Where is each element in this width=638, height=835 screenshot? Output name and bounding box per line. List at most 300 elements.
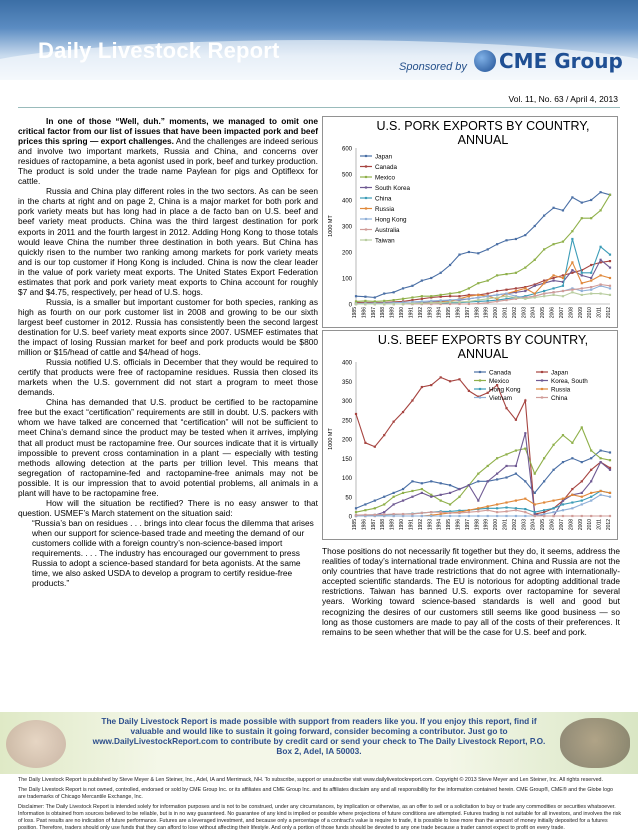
x-tick-label: 2007 — [558, 519, 565, 531]
data-point — [440, 302, 442, 304]
legend-marker — [541, 379, 543, 381]
data-point — [590, 449, 592, 451]
x-tick-label: 1995 — [446, 307, 453, 319]
data-point — [496, 294, 498, 296]
data-point — [599, 259, 601, 261]
data-point — [543, 293, 545, 295]
data-point — [590, 480, 592, 482]
data-point — [468, 484, 470, 486]
x-tick-label: 1994 — [436, 519, 443, 531]
data-point — [581, 287, 583, 289]
data-point — [562, 434, 564, 436]
article-paragraph-4: Russia notified U.S. officials in December that they would be required to certify that products were free of ractopamine residues. Russia then closed its markets when the U.S. government did not start a program to meet those demands. — [18, 357, 318, 398]
data-point — [599, 490, 601, 492]
article-paragraph-5: China has demanded that U.S. product be certified to be ractopamine free but the exact “certification” requirements are still in doubt. U.S. packers with whom we have talked are concerned that “certification” will not be sufficient to meet China’s demand since the product may be tested when it arrives, implying that all product must be ractopamine free. Our sources indicate that it is virtually impossible to prevent cross contamination in a plant — especially with testing methods allowing detection at the parts per trillion level. This means that segregation of ractopamine-fed and ractopamine-free animals may not be possible. It is our impression that to avoid potential problems, all animals in a plant will have to be ractopamine free. — [18, 397, 318, 498]
x-tick-label: 2003 — [521, 307, 528, 319]
data-point — [562, 509, 564, 511]
data-point — [590, 515, 592, 517]
data-point — [515, 473, 517, 475]
x-tick-label: 1985 — [352, 307, 358, 319]
data-point — [374, 500, 376, 502]
x-tick-label: 1995 — [446, 519, 453, 531]
legend-label: Mexico — [489, 377, 509, 385]
y-tick-label: 0 — [348, 514, 352, 521]
x-tick-label: 2006 — [549, 307, 556, 319]
data-point — [590, 199, 592, 201]
data-point — [364, 442, 366, 444]
data-point — [515, 287, 517, 289]
data-point — [571, 261, 573, 263]
y-tick-label: 200 — [341, 437, 352, 444]
data-point — [496, 296, 498, 298]
data-point — [515, 515, 517, 517]
data-point — [477, 515, 479, 517]
cme-group-logo[interactable] — [474, 49, 638, 73]
data-point — [374, 507, 376, 509]
data-point — [440, 482, 442, 484]
pork-exports-chart-svg — [322, 116, 618, 328]
data-point — [609, 469, 611, 471]
sponsored-by-label: Sponsored by — [399, 61, 467, 73]
data-point — [496, 290, 498, 292]
x-tick-label: 1991 — [408, 307, 415, 319]
data-point — [496, 503, 498, 505]
data-point — [609, 194, 611, 196]
x-tick-label: 1998 — [474, 519, 481, 531]
data-point — [374, 514, 376, 516]
data-point — [449, 293, 451, 295]
data-point — [524, 508, 526, 510]
data-point — [402, 287, 404, 289]
data-point — [440, 376, 442, 378]
data-point — [524, 290, 526, 292]
x-tick-label: 2002 — [511, 307, 518, 319]
data-point — [571, 269, 573, 271]
data-point — [477, 294, 479, 296]
data-point — [515, 449, 517, 451]
data-point — [571, 238, 573, 240]
x-tick-label: 2002 — [511, 519, 518, 531]
x-tick-label: 1988 — [380, 307, 387, 319]
x-tick-label: 1993 — [427, 307, 434, 319]
y-tick-label: 150 — [341, 456, 352, 463]
lead-sentence: In one of those “Well, duh.” moments, we managed to omit one critical factor from our list of issues that have been impacted pork and beef prices this spring — export challenges. — [18, 116, 318, 147]
y-tick-label: 100 — [341, 476, 352, 482]
data-point — [571, 494, 573, 496]
data-point — [534, 285, 536, 287]
data-point — [411, 302, 413, 304]
data-point — [449, 295, 451, 297]
data-point — [440, 294, 442, 296]
data-point — [468, 298, 470, 300]
x-tick-label: 1993 — [427, 519, 434, 531]
data-point — [581, 217, 583, 219]
x-tick-label: 2006 — [549, 519, 556, 531]
data-point — [487, 248, 489, 250]
data-point — [411, 296, 413, 298]
data-point — [534, 225, 536, 227]
data-point — [581, 290, 583, 292]
data-point — [505, 506, 507, 508]
data-point — [581, 500, 583, 502]
data-point — [552, 287, 554, 289]
footer-disclaimer: Disclaimer: The Daily Livestock Report is intended solely for information purposes and is not to be construed, under any circumstances, by implication or otherwise, as an offer to sell or a solicitation to buy or trade any commodities or securities whatsoever. Information is obtained from sources believed to be reliable, but is in no way guaranteed. No guarantee of any kind is implied or possible where projections of future conditions are attempted. Futures trading is not suitable for all investors, and involves the risk of loss. Past results are no indication of future performance. Futures are a leveraged investment, and because only a percentage of a contract’s value is require to trade, it is possible to lose more than the amount of money initially deposited for a futures position. Therefore, traders should only use funds that they can afford to lose without affecting their lifestyle. And only a portion of those funds should be devoted to any one trade because a trader cannot expect to profit on every trade. — [18, 804, 621, 831]
data-point — [477, 507, 479, 509]
legend-marker — [365, 165, 367, 167]
data-point — [458, 291, 460, 293]
y-tick-label: 100 — [341, 276, 352, 283]
data-point — [355, 413, 357, 415]
x-tick-label: 2001 — [502, 307, 509, 319]
data-point — [552, 500, 554, 502]
data-point — [534, 513, 536, 515]
data-point — [590, 469, 592, 471]
x-tick-label: 2012 — [606, 307, 612, 319]
legend-marker — [365, 176, 367, 178]
data-point — [402, 515, 404, 517]
data-point — [487, 515, 489, 517]
data-point — [487, 509, 489, 511]
data-point — [402, 513, 404, 515]
beef-exports-chart-svg — [322, 330, 618, 540]
data-point — [515, 238, 517, 240]
data-point — [599, 449, 601, 451]
support-banner-text: The Daily Livestock Report is made possible with support from readers like you. If you enjoy this report, find if valuable and would like to sustain it going forward, consider becoming a contributor. Just go to www.DailyLivestockReport.com to contribute by credit card or send your check to The Daily Livestock Report, P.O. Box 2, Adel, IA 50003. — [92, 716, 546, 756]
data-point — [599, 293, 601, 295]
data-point — [524, 432, 526, 434]
data-point — [440, 500, 442, 502]
data-point — [562, 290, 564, 292]
x-tick-label: 1989 — [389, 307, 396, 319]
data-point — [393, 503, 395, 505]
data-point — [609, 459, 611, 461]
data-point — [552, 207, 554, 209]
data-point — [496, 515, 498, 517]
legend-label: Japan — [375, 153, 393, 161]
data-point — [562, 209, 564, 211]
data-point — [524, 234, 526, 236]
data-point — [543, 509, 545, 511]
x-tick-label: 1987 — [370, 307, 377, 319]
y-tick-label: 200 — [341, 250, 352, 257]
data-point — [355, 300, 357, 302]
data-point — [355, 303, 357, 305]
x-tick-label: 2003 — [521, 519, 528, 531]
legend-marker — [365, 228, 367, 230]
data-point — [496, 478, 498, 480]
data-point — [524, 287, 526, 289]
data-point — [581, 496, 583, 498]
data-point — [609, 496, 611, 498]
x-tick-label: 1997 — [464, 519, 471, 531]
data-point — [552, 515, 554, 517]
data-point — [599, 191, 601, 193]
legend-label: Russia — [375, 205, 395, 213]
data-point — [590, 217, 592, 219]
legend-marker — [479, 388, 481, 390]
pig-image — [6, 720, 66, 768]
data-point — [430, 511, 432, 513]
data-point — [505, 453, 507, 455]
data-point — [505, 465, 507, 467]
data-point — [430, 295, 432, 297]
x-tick-label: 1990 — [399, 307, 406, 319]
legend-label: Australia — [375, 226, 400, 234]
x-tick-label: 2000 — [493, 519, 500, 531]
x-tick-label: 1991 — [408, 519, 415, 531]
data-point — [393, 291, 395, 293]
data-point — [534, 296, 536, 298]
data-point — [534, 293, 536, 295]
x-tick-label: 2007 — [558, 307, 565, 319]
data-point — [449, 492, 451, 494]
data-point — [534, 492, 536, 494]
data-point — [458, 303, 460, 305]
data-point — [487, 280, 489, 282]
data-point — [571, 501, 573, 503]
data-point — [534, 503, 536, 505]
x-tick-label: 1999 — [483, 519, 490, 531]
data-point — [505, 407, 507, 409]
data-point — [562, 241, 564, 243]
x-tick-label: 1985 — [352, 519, 358, 531]
data-point — [458, 301, 460, 303]
data-point — [524, 498, 526, 500]
legend-marker — [479, 396, 481, 398]
data-point — [581, 282, 583, 284]
data-point — [590, 277, 592, 279]
data-point — [599, 246, 601, 248]
data-point — [449, 484, 451, 486]
data-point — [487, 507, 489, 509]
data-point — [430, 384, 432, 386]
data-point — [515, 465, 517, 467]
legend-marker — [479, 371, 481, 373]
data-point — [609, 492, 611, 494]
data-point — [505, 299, 507, 301]
data-point — [411, 285, 413, 287]
report-header — [0, 0, 638, 80]
data-point — [552, 280, 554, 282]
data-point — [609, 515, 611, 517]
data-point — [590, 289, 592, 291]
data-point — [571, 488, 573, 490]
data-point — [383, 434, 385, 436]
data-point — [562, 277, 564, 279]
y-tick-label: 250 — [341, 418, 352, 425]
data-point — [477, 299, 479, 301]
data-point — [505, 510, 507, 512]
data-point — [590, 286, 592, 288]
legend-marker — [365, 207, 367, 209]
data-point — [421, 492, 423, 494]
x-tick-label: 2011 — [596, 519, 603, 530]
data-point — [562, 498, 564, 500]
data-point — [581, 202, 583, 204]
data-point — [374, 446, 376, 448]
data-point — [402, 411, 404, 413]
data-point — [515, 419, 517, 421]
data-point — [505, 289, 507, 291]
y-tick-label: 500 — [341, 172, 352, 179]
data-point — [468, 515, 470, 517]
data-point — [515, 507, 517, 509]
data-point — [383, 303, 385, 305]
data-point — [581, 274, 583, 276]
data-point — [487, 295, 489, 297]
data-point — [468, 300, 470, 302]
data-point — [524, 298, 526, 300]
usmef-quote: “Russia’s ban on residues . . . brings into clear focus the dilemma that arises when our support for science-based trade and meeting the demand of our customers collide with a foreign country’s non-science-based import requirements. . . . The industry has encouraged our government to press Russia to adopt a science-based standard for beta agonists. At the same time, we also asked USDA to develop a program to certify residue-free products.” — [32, 517, 314, 589]
data-point — [355, 295, 357, 297]
y-axis-label: 1000 MT — [328, 215, 334, 237]
data-point — [571, 442, 573, 444]
data-point — [374, 303, 376, 305]
data-point — [515, 290, 517, 292]
data-point — [477, 473, 479, 475]
data-point — [383, 496, 385, 498]
data-point — [590, 264, 592, 266]
y-tick-label: 0 — [348, 302, 352, 309]
data-point — [421, 280, 423, 282]
support-banner — [0, 712, 638, 774]
data-point — [543, 290, 545, 292]
data-point — [562, 503, 564, 505]
data-point — [458, 496, 460, 498]
data-point — [552, 294, 554, 296]
data-point — [449, 301, 451, 303]
data-point — [430, 277, 432, 279]
data-point — [599, 494, 601, 496]
data-point — [496, 243, 498, 245]
article-paragraph-3: Russia, is a smaller but important customer for both species, ranking as high as fourth on our pork customer list in 2008 and growing to be our sixth largest beef customer in 2012. Russia has consistently been the second largest destination for U.S. beef variety meat exports since 2007. USMEF estimates that the impact of losing Russian market for beef and pork products would be $800 million or $15/head of cattle and $4/head of hogs. — [18, 296, 318, 358]
x-tick-label: 2010 — [587, 519, 594, 531]
legend-marker — [541, 388, 543, 390]
data-point — [487, 298, 489, 300]
data-point — [487, 302, 489, 304]
data-point — [468, 251, 470, 253]
data-point — [581, 515, 583, 517]
y-tick-label: 400 — [341, 360, 352, 367]
data-point — [609, 451, 611, 453]
data-point — [383, 511, 385, 513]
data-point — [505, 515, 507, 517]
legend-label: Hong Kong — [375, 216, 407, 224]
data-point — [430, 494, 432, 496]
chart-title: U.S. BEEF EXPORTS BY COUNTRY, — [377, 333, 589, 347]
data-point — [430, 515, 432, 517]
data-point — [440, 272, 442, 274]
data-point — [543, 295, 545, 297]
data-point — [515, 500, 517, 502]
data-point — [581, 480, 583, 482]
chart-title: ANNUAL — [457, 347, 509, 361]
data-point — [543, 513, 545, 515]
legend-label: Mexico — [375, 174, 395, 182]
data-point — [468, 303, 470, 305]
x-tick-label: 1999 — [483, 307, 490, 319]
data-point — [552, 274, 554, 276]
data-point — [581, 426, 583, 428]
data-point — [515, 296, 517, 298]
x-tick-label: 1992 — [417, 519, 424, 531]
data-point — [477, 296, 479, 298]
data-point — [590, 492, 592, 494]
data-point — [421, 386, 423, 388]
data-point — [355, 511, 357, 513]
data-point — [440, 299, 442, 301]
data-point — [374, 296, 376, 298]
data-point — [496, 507, 498, 509]
data-point — [458, 254, 460, 256]
data-point — [552, 507, 554, 509]
data-point — [393, 303, 395, 305]
x-tick-label: 2009 — [577, 519, 584, 531]
data-point — [524, 399, 526, 401]
data-point — [402, 500, 404, 502]
data-point — [515, 272, 517, 274]
data-point — [534, 511, 536, 513]
data-point — [534, 259, 536, 261]
data-point — [458, 298, 460, 300]
data-point — [411, 490, 413, 492]
legend-label: China — [551, 394, 568, 402]
data-point — [581, 294, 583, 296]
data-point — [487, 465, 489, 467]
data-point — [458, 512, 460, 514]
data-point — [421, 515, 423, 517]
legend-marker — [365, 186, 367, 188]
y-tick-label: 300 — [341, 224, 352, 231]
data-point — [402, 492, 404, 494]
data-point — [590, 280, 592, 282]
cme-globe-icon — [474, 50, 496, 72]
x-tick-label: 2005 — [540, 519, 547, 531]
data-point — [543, 282, 545, 284]
data-point — [393, 513, 395, 515]
data-point — [411, 480, 413, 482]
x-tick-label: 1996 — [455, 519, 462, 531]
data-point — [590, 500, 592, 502]
data-point — [487, 505, 489, 507]
data-point — [487, 480, 489, 482]
x-tick-label: 2012 — [606, 519, 612, 531]
article-paragraph-6: How will the situation be rectified? There is no easy answer to that question. USMEF’s March statement on the situation said: — [18, 497, 318, 518]
data-point — [430, 496, 432, 498]
x-tick-label: 1986 — [361, 307, 368, 319]
data-point — [590, 496, 592, 498]
data-point — [590, 293, 592, 295]
data-point — [552, 469, 554, 471]
data-point — [562, 295, 564, 297]
data-point — [505, 295, 507, 297]
cow-image — [560, 718, 630, 768]
data-point — [543, 501, 545, 503]
beef-exports-chart — [322, 330, 618, 540]
data-point — [458, 515, 460, 517]
data-point — [505, 293, 507, 295]
x-tick-label: 1992 — [417, 307, 424, 319]
y-tick-label: 400 — [341, 198, 352, 205]
data-point — [496, 274, 498, 276]
legend-label: Taiwan — [375, 237, 395, 245]
footer-publisher: The Daily Livestock Report is published by Steve Meyer & Len Steiner, Inc., Adel, IA and Merrimack, NH. To subscribe, support or unsubscribe visit www.dailylivestockreport.com. Copyright © 2013 Steve Meyer and Len Steiner, Inc. All rights reserved. — [18, 777, 603, 783]
data-point — [440, 511, 442, 513]
legend-marker — [365, 218, 367, 220]
legend-label: Canada — [489, 369, 512, 377]
data-point — [505, 273, 507, 275]
data-point — [477, 500, 479, 502]
